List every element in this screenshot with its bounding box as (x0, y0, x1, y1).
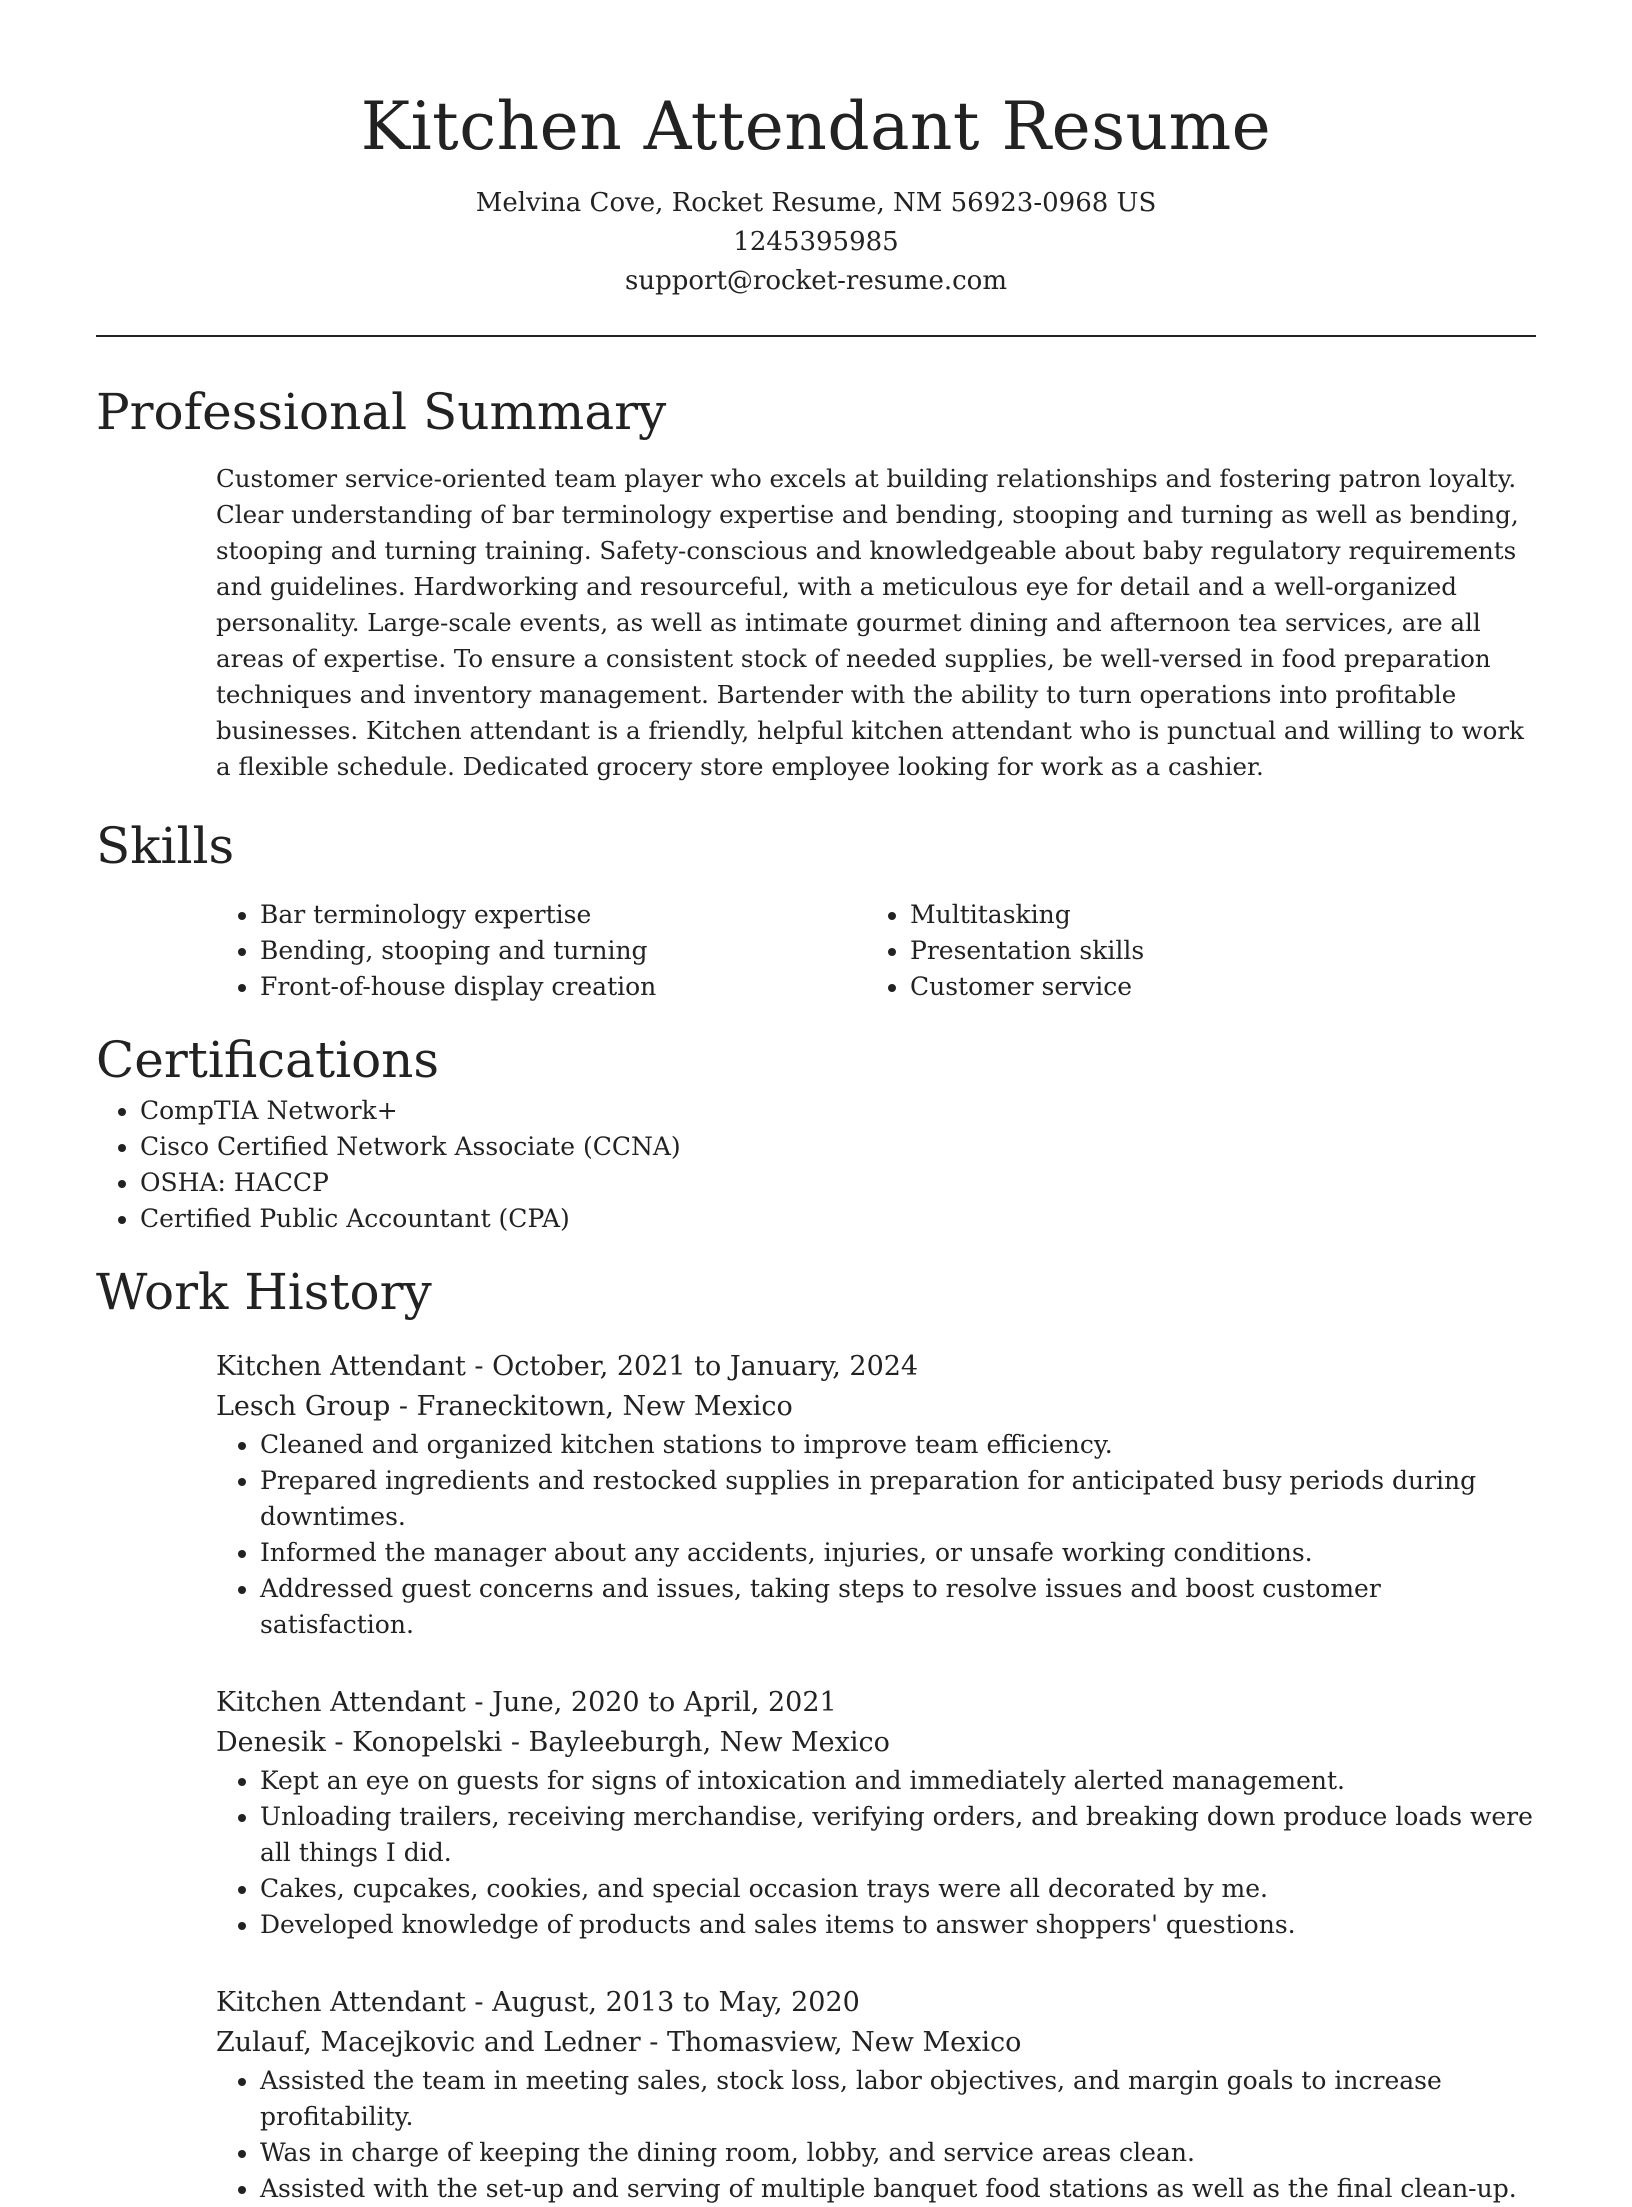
job-company-line (216, 1723, 1536, 1763)
job-company: Denesik - Konopelski (216, 1727, 503, 1758)
certification-item: • OSHA: HACCP (140, 1165, 1536, 1201)
job-dates: October, 2021 to January, 2024 (492, 1351, 919, 1382)
certification-item: • Certified Public Accountant (CPA) (140, 1201, 1536, 1237)
contact-phone: 1245395985 (733, 227, 899, 257)
job-bullet-list (216, 2063, 1536, 2207)
job-bullet: • Assisted the team in meeting sales, stock loss, labor objectives, and margin goals to increase profitability. (260, 2063, 1536, 2135)
work-history-heading: Work History (96, 1263, 432, 1321)
separator: - (465, 1987, 493, 2018)
certification-item: • Cisco Certified Network Associate (CCNA) (140, 1129, 1536, 1165)
skill-item: • Bending, stooping and turning (260, 933, 866, 969)
job-dates: August, 2013 to May, 2020 (492, 1987, 860, 2018)
job-bullet: • Prepared ingredients and restocked supplies in preparation for anticipated busy periods during downtimes. (260, 1463, 1536, 1535)
job-bullet: • Informed the manager about any accidents, injuries, or unsafe working conditions. (260, 1535, 1536, 1571)
skill-item: • Customer service (910, 969, 1516, 1005)
certifications-heading: Certifications (96, 1031, 440, 1089)
resume-header (96, 0, 1536, 301)
skill-item: • Bar terminology expertise (260, 897, 866, 933)
job-bullet-list (216, 1427, 1536, 1643)
job-company-line (216, 2023, 1536, 2063)
separator: - (502, 1727, 529, 1758)
skills-column-left (216, 897, 866, 1005)
job-location: Franeckitown, New Mexico (416, 1391, 793, 1422)
job-bullet: • Assisted with the set-up and serving of multiple banquet food stations as well as the final clean-up. (260, 2171, 1536, 2207)
contact-email: support@rocket-resume.com (624, 266, 1007, 296)
certification-item: • CompTIA Network+ (140, 1093, 1536, 1129)
job-title-line (216, 1347, 1536, 1387)
job-title: Kitchen Attendant (216, 1687, 466, 1718)
separator: - (640, 2027, 668, 2058)
job-title-line (216, 1983, 1536, 2023)
header-divider (96, 335, 1536, 337)
separator: - (390, 1391, 417, 1422)
job-title: Kitchen Attendant (216, 1351, 466, 1382)
skills-list (216, 897, 1536, 1005)
job-company: Zulauf, Macejkovic and Ledner (216, 2027, 641, 2058)
resume-page (96, 0, 1536, 2203)
job-dates: June, 2020 to April, 2021 (492, 1687, 837, 1718)
job-company: Lesch Group (216, 1391, 391, 1422)
skill-item: • Multitasking (910, 897, 1516, 933)
contact-address: Melvina Cove, Rocket Resume, NM 56923-0968 US (475, 188, 1157, 218)
job-bullet: • Developed knowledge of products and sales items to answer shoppers' questions. (260, 1907, 1536, 1943)
skill-item: • Presentation skills (910, 933, 1516, 969)
skill-item: • Front-of-house display creation (260, 969, 866, 1005)
job-bullet: • Cleaned and organized kitchen stations to improve team efficiency. (260, 1427, 1536, 1463)
job-company-line (216, 1387, 1536, 1427)
contact-info (96, 184, 1536, 301)
job-entry (216, 1347, 1536, 1643)
summary-text: Customer service-oriented team player who excels at building relationships and fostering patron loyalty. Clear understanding of bar terminology expertise and bending, stooping and turning as well as bending, stooping and turning training. Safety-conscious and knowledgeable about baby regulatory requirements and guidelines. Hardworking and resourceful, with a meticulous eye for detail and a well-organized personality. Large-scale events, as well as intimate gourmet dining and afternoon tea services, are all areas of expertise. To ensure a consistent stock of needed supplies, be well-versed in food preparation techniques and inventory management. Bartender with the ability to turn operations into profitable businesses. Kitchen attendant is a friendly, helpful kitchen attendant who is punctual and willing to work a flexible schedule. Dedicated grocery store employee looking for work as a cashier. (216, 464, 1524, 781)
separator: - (465, 1687, 493, 1718)
separator: - (465, 1351, 493, 1382)
job-location: Bayleeburgh, New Mexico (528, 1727, 890, 1758)
resume-title: Kitchen Attendant Resume (360, 88, 1272, 165)
job-title-line (216, 1683, 1536, 1723)
skills-column-right (866, 897, 1516, 1005)
certifications-list (96, 1093, 1536, 1237)
job-entry (216, 1683, 1536, 1943)
job-bullet-list (216, 1763, 1536, 1943)
job-bullet: • Kept an eye on guests for signs of intoxication and immediately alerted management. (260, 1763, 1536, 1799)
job-title: Kitchen Attendant (216, 1987, 466, 2018)
job-bullet: • Addressed guest concerns and issues, taking steps to resolve issues and boost customer satisfaction. (260, 1571, 1536, 1643)
summary-heading: Professional Summary (96, 383, 667, 441)
job-bullet: • Cakes, cupcakes, cookies, and special occasion trays were all decorated by me. (260, 1871, 1536, 1907)
skills-heading: Skills (96, 817, 235, 875)
job-location: Thomasview, New Mexico (667, 2027, 1022, 2058)
job-entry (216, 1983, 1536, 2207)
job-bullet: • Was in charge of keeping the dining room, lobby, and service areas clean. (260, 2135, 1536, 2171)
job-bullet: • Unloading trailers, receiving merchandise, verifying orders, and breaking down produce loads were all things I did. (260, 1799, 1536, 1871)
